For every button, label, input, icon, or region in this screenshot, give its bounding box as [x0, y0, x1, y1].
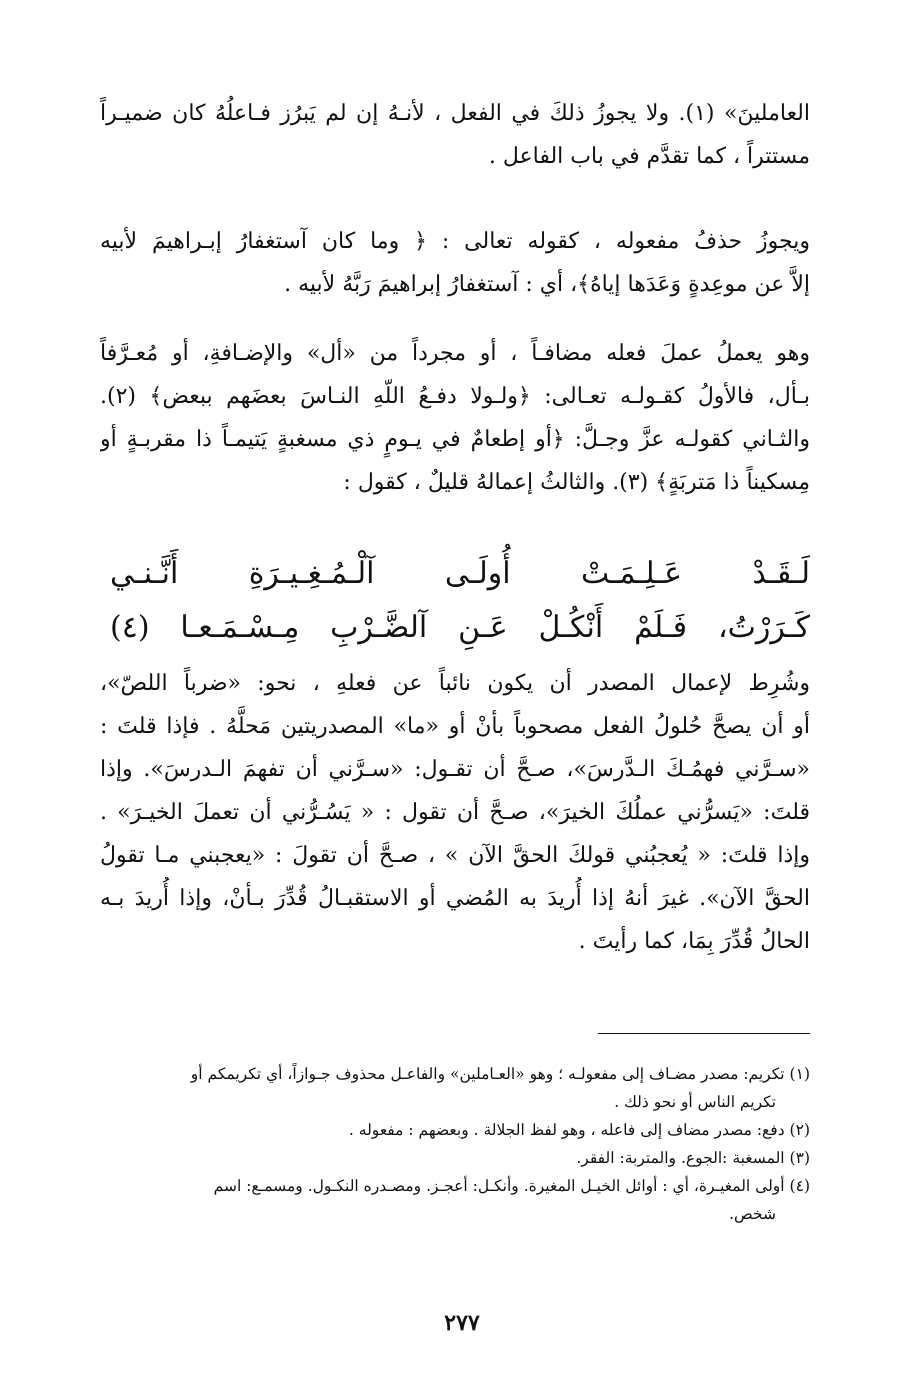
verse-line: كَـرَرْتُ، فَـلَمْ أَنْكُـلْ عَـنِ آلضَّـرْبِ مِـسْـمَـعـا (٤): [110, 610, 810, 645]
text-line: وهو يعملُ عملَ فعله مضافـاً ، أو مجرداً من «أل» والإضـافةِ، أو مُعـرَّفاً: [100, 341, 810, 366]
footnote-number: (٤): [789, 1177, 810, 1195]
footnote-1: [100, 1060, 810, 1116]
footnote-number: (٣): [789, 1149, 810, 1167]
text-line: مِسكيناً ذا مَتربَةٍ﴾ (٣). والثالثُ إعمالهُ قليلٌ ، كقول :: [343, 470, 810, 495]
footnote-text: المسغبة :الجوع. والمتربة: الفقر.: [576, 1149, 785, 1167]
verse-line: لَـقَـدْ عَـلِـمَـتْ أُولَـى آلْـمُـغِـيـرَةِ أَنَّـنـي: [110, 556, 810, 591]
poetry-verse: [110, 547, 810, 655]
text-line: الحالُ قُدِّرَ بِمَا، كما رأيتَ .: [578, 929, 810, 954]
footnotes: [100, 1060, 810, 1228]
text-line: ويجوزُ حذفُ مفعوله ، كقوله تعالى : ﴿ وما كان آستغفارُ إبـراهيمَ لأبيه: [100, 229, 810, 254]
paragraph-3: [100, 332, 810, 504]
footnote-continuation: تكريم الناس أو نحو ذلك .: [614, 1093, 776, 1111]
footnote-2: [100, 1116, 810, 1144]
paragraph-2: [100, 220, 810, 306]
text-line: مستتراً ، كما تقدَّم في باب الفاعل .: [488, 144, 810, 169]
page-number: ٢٧٧: [444, 1310, 480, 1336]
text-line: بـأل، فالأولُ كقـولـه تعـالى: ﴿ولـولا دفـعُ اللّهِ النـاسَ بعضَهم ببعض﴾ (٢).: [100, 384, 810, 409]
text-line: قلتَ: «يَسرُّني عملُكَ الخيرَ»، صـحَّ أن تقول : « يَسُـرُّني أن تعملَ الخيـرَ» .: [100, 800, 810, 825]
text-line: أو أن يصحَّ حُلولُ الفعل مصحوباً بأنْ أو «ما» المصدريتين مَحلَّهُ . فإذا قلتَ :: [100, 714, 810, 739]
text-line: إلاَّ عن موعِدةٍ وَعَدَها إياهُ﴾، أي : آستغفارُ إبراهيمَ رَبَّهُ لأبيه .: [284, 272, 810, 297]
footnote-4: [100, 1172, 810, 1228]
text-line: الحقَّ الآن». غيرَ أنهُ إذا أُريدَ به المُضي أو الاستقبـالُ قُدِّرَ بـأنْ، وإذا أُريدَ بـه: [100, 886, 810, 911]
paragraph-4: [100, 662, 810, 963]
footnote-number: (٢): [789, 1121, 810, 1139]
footnote-text: تكريم: مصدر مضـاف إلى مفعولـه ؛ وهو «العـاملين» والفاعـل محذوف جـوازاً، أي تكريمكم أو: [190, 1065, 785, 1083]
text-line: العاملينَ» (١). ولا يجوزُ ذلكَ في الفعل ، لأنـهُ إن لم يَبرُز فـاعلُهُ كان ضميـراً: [100, 101, 810, 126]
footnote-3: [100, 1144, 810, 1172]
footnote-number: (١): [789, 1065, 810, 1083]
footnote-continuation: شخص.: [729, 1205, 776, 1223]
text-line: والثـاني كقولـه عزَّ وجـلَّ: ﴿أو إطعامٌ في يـومٍ ذي مسغبةٍ يَتيمـاً ذا مقربـةٍ أو: [100, 427, 810, 452]
text-line: وشُرِط لإعمال المصدر أن يكون نائباً عن فعلهِ ، نحو: «ضرباً اللصّ»،: [100, 671, 810, 696]
text-line: «سـرَّني فهمُـكَ الـدَّرسَ»، صـحَّ أن تقـول: «سـرَّني أن تفهمَ الـدرسَ». وإذا: [100, 757, 810, 782]
paragraph-1: [100, 92, 810, 178]
footnote-text: دفع: مصدر مضاف إلى فاعله ، وهو لفظ الجلالة . وبعضهم : مفعوله .: [348, 1121, 785, 1139]
footnote-text: أولى المغيـرة، أي : أوائل الخيـل المغيرة. وأنكـل: أعجـز. ومصـدره النكـول. ومسمـع: اسم: [213, 1177, 785, 1195]
footnote-separator: [598, 1033, 810, 1034]
text-line: وإذا قلتَ: « يُعجبُني قولكَ الحقَّ الآن » ، صـحَّ أن تقولَ : «يعجبني مـا تقولُ: [100, 843, 810, 868]
